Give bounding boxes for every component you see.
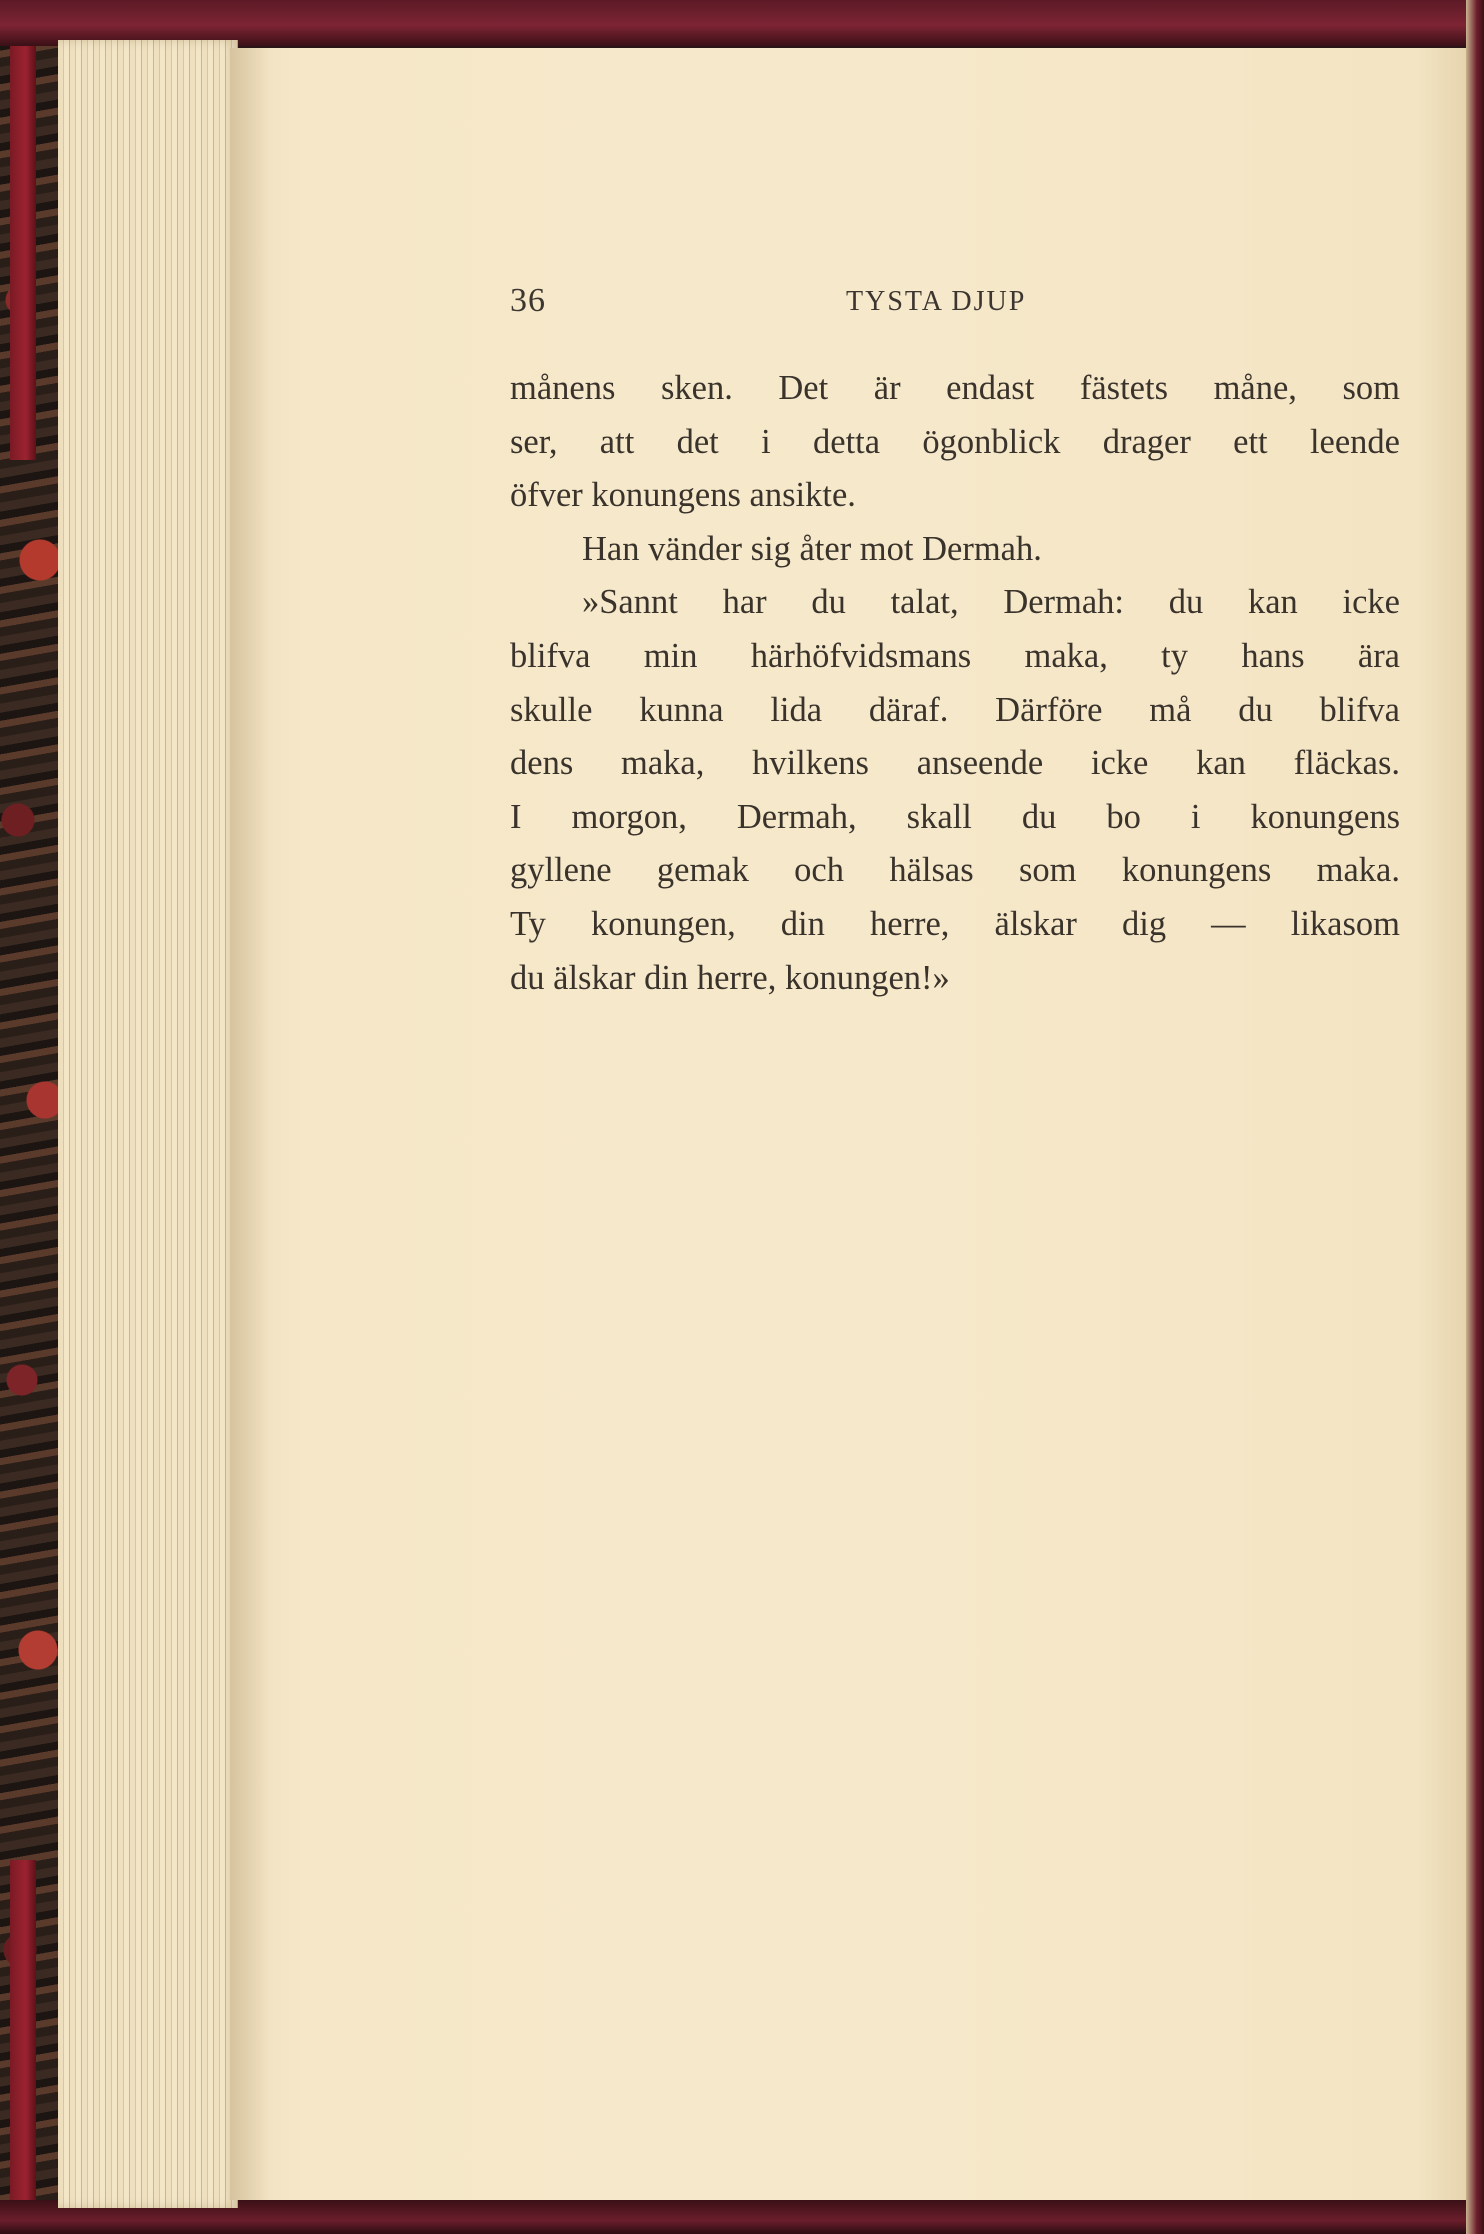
running-head <box>510 282 1400 328</box>
gutter-shadow <box>230 48 270 2200</box>
cover-right-edge <box>1466 0 1484 2234</box>
text-line: du älskar din herre, konungen!» <box>510 958 950 997</box>
text-line: skulle kunna lida däraf. Därföre må du blifva <box>510 690 1400 729</box>
text-line: dens maka, hvilkens anseende icke kan fläckas. <box>510 744 1400 783</box>
body-text <box>510 362 1400 1005</box>
text-line: gyllene gemak och hälsas som konungens maka. <box>510 851 1400 890</box>
page-stack-edges <box>58 40 238 2208</box>
book-title: TYSTA DJUP <box>846 286 1027 317</box>
text-line: Ty konungen, din herre, älskar dig — likasom <box>510 904 1400 943</box>
text-line: öfver konungens ansikte. <box>510 476 856 515</box>
cover-binding-bottom <box>10 1860 36 2234</box>
text-line: Han vänder sig åter mot Dermah. <box>582 529 1042 568</box>
text-line: I morgon, Dermah, skall du bo i konungens <box>510 797 1400 836</box>
cover-binding-top <box>10 40 36 460</box>
text-line: ser, att det i detta ögonblick drager ett leende <box>510 422 1400 461</box>
text-line: »Sannt har du talat, Dermah: du kan icke <box>582 583 1400 622</box>
text-line: blifva min härhöfvidsmans maka, ty hans ära <box>510 636 1400 675</box>
text-line: månens sken. Det är endast fästets måne, som <box>510 369 1400 407</box>
page-number: 36 <box>510 282 546 319</box>
